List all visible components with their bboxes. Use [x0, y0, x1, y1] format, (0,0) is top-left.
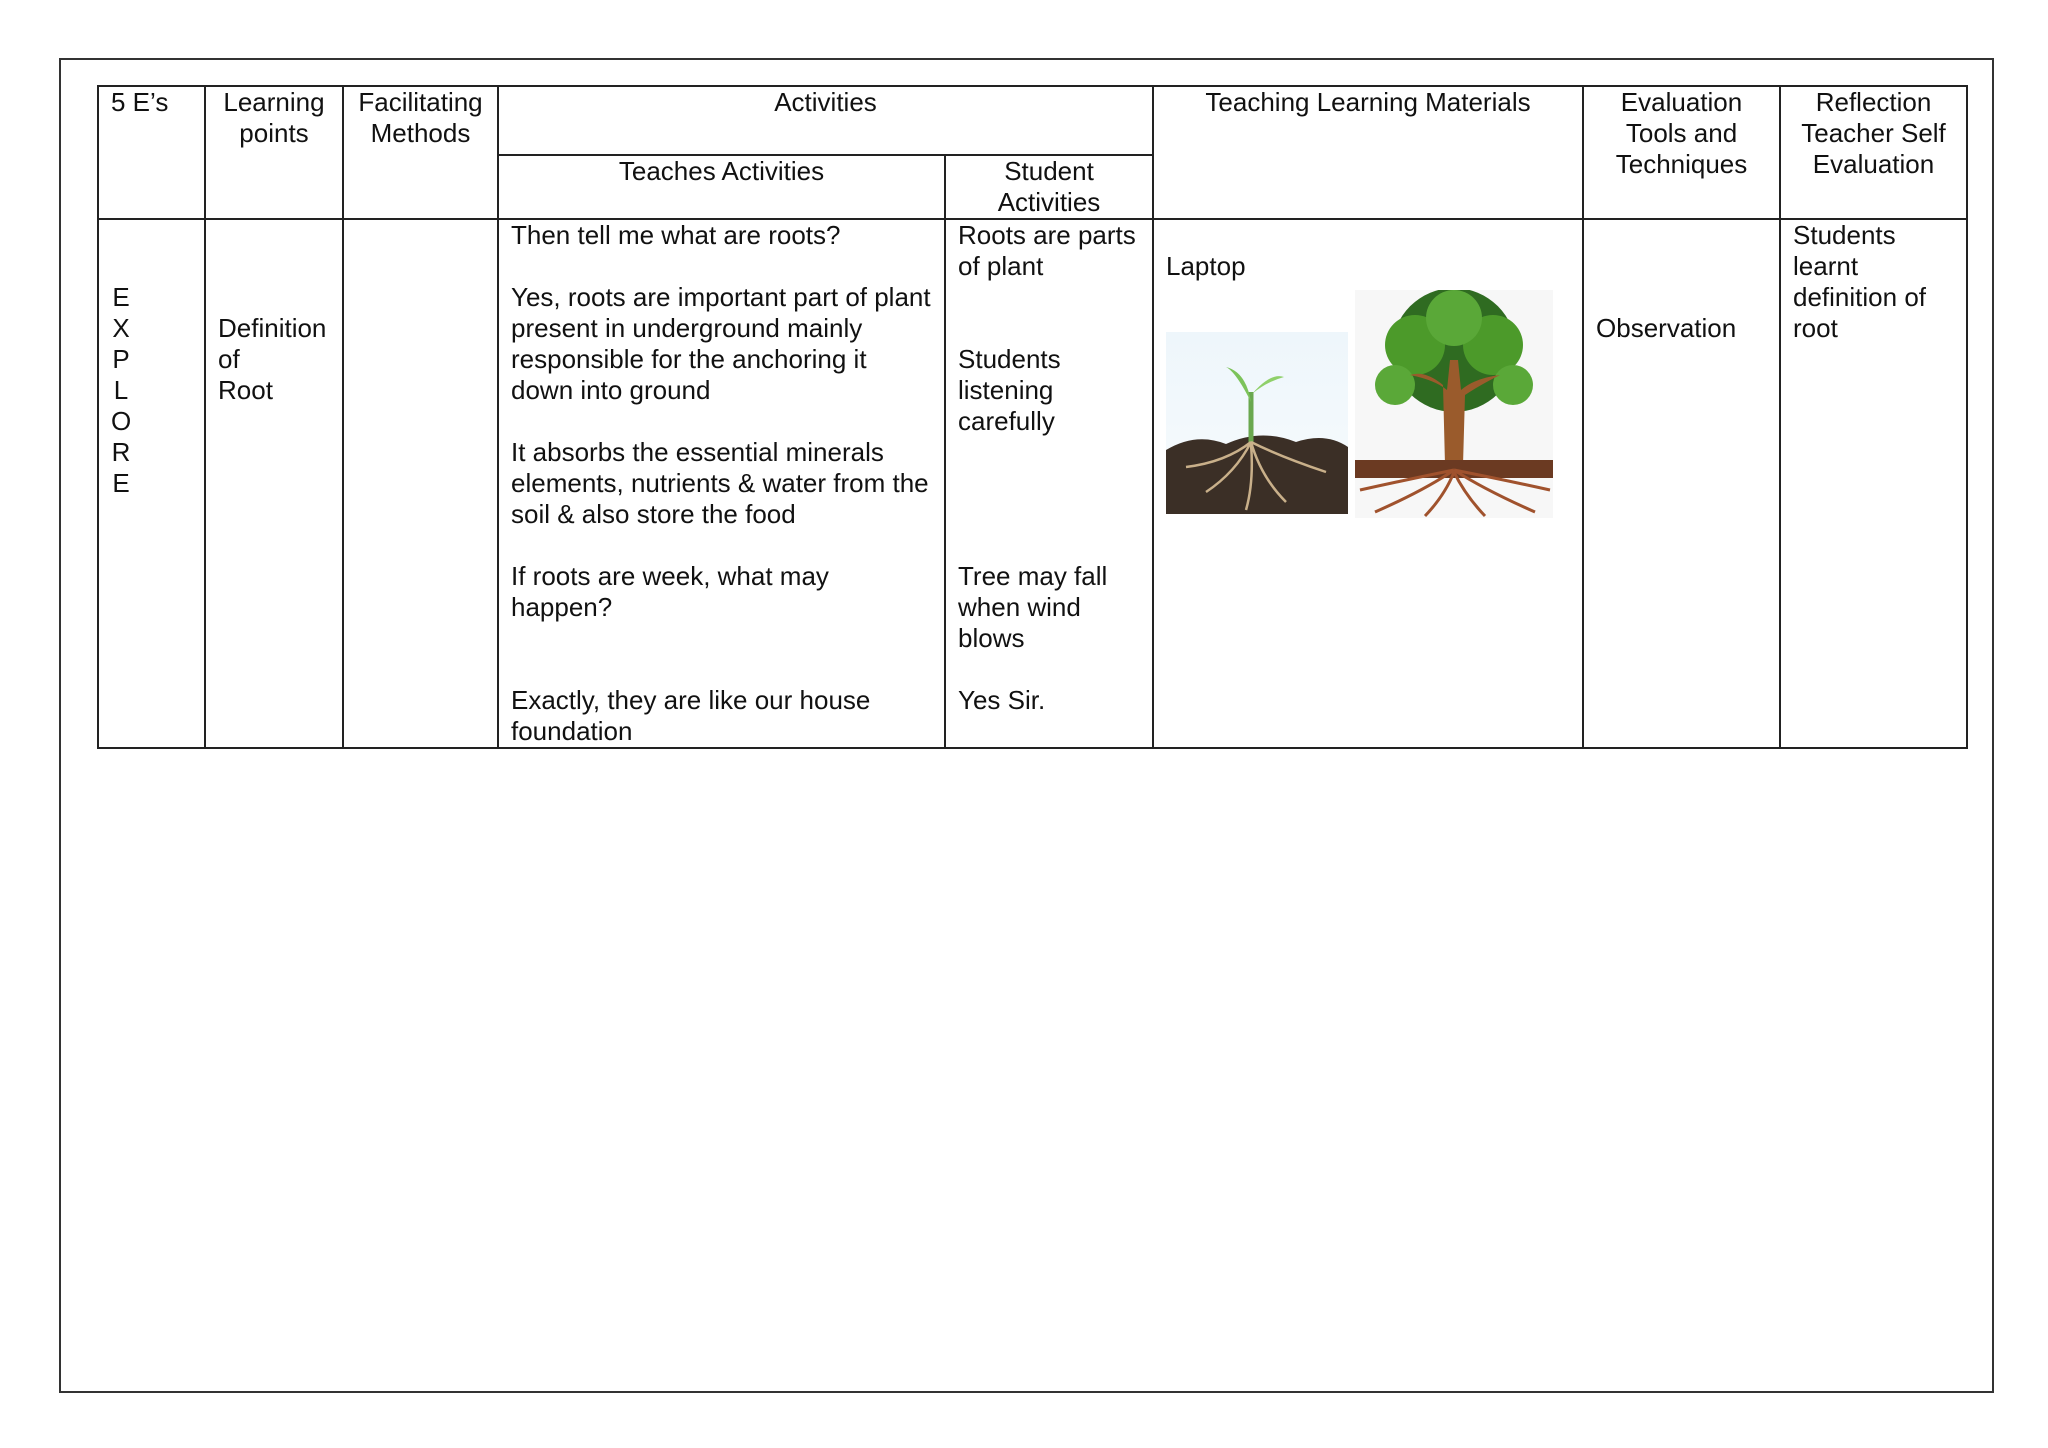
student-activity: Tree may fall when wind blows: [958, 561, 1108, 653]
teacher-activity: Exactly, they are like our house foundation: [511, 685, 871, 746]
facilitating-method-cell: [343, 219, 498, 748]
evaluation-text: Observation: [1596, 313, 1737, 343]
phase-letter: E: [112, 468, 130, 498]
evaluation-cell: [1583, 219, 1780, 748]
teacher-activity: Then tell me what are roots?: [511, 220, 841, 250]
teacher-activity: Yes, roots are important part of plant present in underground mainly responsible for the anchoring it down into ground: [511, 282, 931, 405]
materials-label: Laptop: [1166, 251, 1246, 281]
student-activity: Roots are parts of plant: [958, 220, 1136, 281]
student-activity: Students listening carefully: [958, 344, 1061, 436]
header-facilitating-methods: Facilitating Methods: [343, 86, 498, 219]
header-learning-points: Learning points: [205, 86, 343, 219]
lesson-plan-table: [97, 85, 1968, 749]
phase-letter: O: [111, 406, 132, 436]
teacher-activities-cell: [498, 219, 945, 748]
student-activities-cell: [945, 219, 1153, 748]
header-evaluation-tools: Evaluation Tools and Techniques: [1583, 86, 1780, 219]
learning-point-line: of: [218, 344, 240, 374]
explore-row: [98, 219, 1967, 748]
phase-letter: E: [112, 282, 130, 312]
phase-letter: P: [112, 344, 130, 374]
materials-images: [1166, 290, 1570, 530]
phase-cell: [98, 219, 205, 748]
header-reflection: Reflection Teacher Self Evaluation: [1780, 86, 1967, 219]
student-activity: Yes Sir.: [958, 685, 1046, 715]
learning-point-cell: [205, 219, 343, 748]
learning-point-line: Root: [218, 375, 273, 405]
phase-letter: L: [113, 375, 129, 405]
phase-letter: X: [112, 313, 130, 343]
header-teaching-learning-materials: Teaching Learning Materials: [1153, 86, 1583, 219]
seedling-with-roots-image: [1166, 332, 1348, 514]
header-five-es: 5 E’s: [98, 86, 205, 219]
reflection-text: Students learnt definition of root: [1793, 220, 1926, 343]
teacher-activity: It absorbs the essential minerals elements, nutrients & water from the soil & also store the food: [511, 437, 929, 529]
reflection-cell: [1780, 219, 1967, 748]
learning-point-line: Definition: [218, 313, 327, 343]
header-teacher-activities: Teaches Activities: [498, 155, 945, 219]
header-activities: Activities: [498, 86, 1153, 155]
header-row: [98, 86, 1967, 155]
tree-with-roots-image: [1355, 290, 1553, 518]
materials-cell: [1153, 219, 1583, 748]
header-student-activities: Student Activities: [945, 155, 1153, 219]
teacher-activity: If roots are week, what may happen?: [511, 561, 829, 622]
phase-vertical-word: [111, 282, 131, 499]
phase-letter: R: [111, 437, 131, 467]
